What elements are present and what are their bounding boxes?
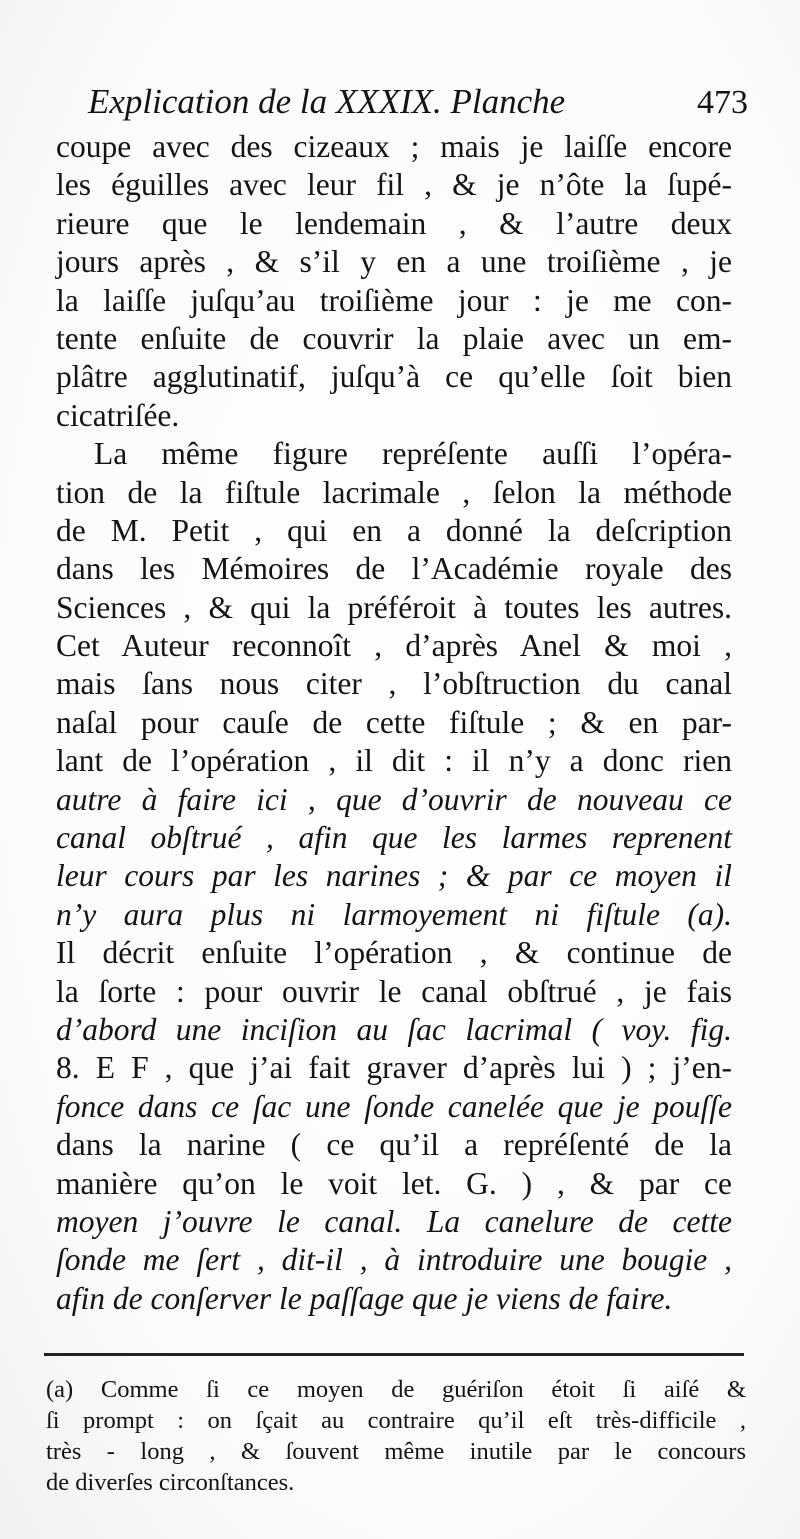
text-line: Il décrit enſuite l’opération , & continue de xyxy=(56,935,732,971)
text-line: n’y aura plus ni larmoyement ni fiſtule (a). xyxy=(56,896,732,932)
footnote-line: (a) Comme ſi ce moyen de guériſon étoit ſi aiſé & xyxy=(46,1376,746,1403)
text-line: les éguilles avec leur fil , & je n’ôte la ſupé- xyxy=(56,167,732,203)
text-line: tion de la fiſtule lacrimale , ſelon la méthode xyxy=(56,474,732,510)
text-line: autre à faire ici , que d’ouvrir de nouveau ce xyxy=(56,781,732,817)
footnote-line: de diverſes circonſtances. xyxy=(46,1469,295,1496)
text-line: plâtre agglutinatif, juſqu’à ce qu’elle ſoit bien xyxy=(56,359,732,395)
text-line: jours après , & s’il y en a une troiſième , je xyxy=(56,244,732,280)
text-line: tente enſuite de couvrir la plaie avec un em- xyxy=(56,320,732,356)
footnote-line: ſi prompt : on ſçait au contraire qu’il eſt très-difficile , xyxy=(46,1407,746,1434)
text-line: dans les Mémoires de l’Académie royale des xyxy=(56,551,732,587)
page-number: 473 xyxy=(697,84,748,121)
footnote-divider xyxy=(44,1353,744,1356)
text-line: rieure que le lendemain , & l’autre deux xyxy=(56,205,732,241)
text-line: naſal pour cauſe de cette fiſtule ; & en par- xyxy=(56,704,732,740)
text-line: dans la narine ( ce qu’il a repréſenté de la xyxy=(56,1127,732,1163)
page-header xyxy=(88,82,748,126)
text-line: lant de l’opération , il dit : il n’y a donc rien xyxy=(56,743,732,779)
text-line: Sciences , & qui la préféroit à toutes les autres. xyxy=(56,589,732,625)
text-line: coupe avec des cizeaux ; mais je laiſſe encore xyxy=(56,129,732,164)
text-line: Cet Auteur reconnoît , d’après Anel & moi , xyxy=(56,628,732,664)
text-line: manière qu’on le voit let. G. ) , & par ce xyxy=(56,1165,732,1201)
text-line: moyen j’ouvre le canal. La canelure de cette xyxy=(56,1203,732,1239)
text-line: cicatriſée. xyxy=(56,397,180,433)
footnote xyxy=(46,1374,746,1498)
text-line: la laiſſe juſqu’au troiſième jour : je me con- xyxy=(56,282,732,318)
text-line: ſonde me ſert , dit-il , à introduire une bougie , xyxy=(56,1242,732,1278)
text-line: mais ſans nous citer , l’obſtruction du canal xyxy=(56,666,732,702)
running-head: Explication de la XXXIX. Planche xyxy=(88,82,566,121)
footnote-line: très - long , & ſouvent même inutile par le concours xyxy=(46,1438,746,1465)
main-text xyxy=(56,128,732,1318)
text-line: fonce dans ce ſac une ſonde canelée que je pouſſe xyxy=(56,1088,732,1124)
text-line: La même figure repréſente auſſi l’opéra- xyxy=(94,436,732,472)
text-line: de M. Petit , qui en a donné la deſcription xyxy=(56,512,732,548)
text-line: leur cours par les narines ; & par ce moyen il xyxy=(56,858,732,894)
text-line: d’abord une inciſion au ſac lacrimal ( voy. fig. xyxy=(56,1011,732,1047)
text-line: 8. E F , que j’ai fait graver d’après lui ) ; j’en- xyxy=(56,1050,732,1086)
text-line: canal obſtrué , afin que les larmes reprenent xyxy=(56,820,732,856)
text-line: afin de conſerver le paſſage que je viens de faire. xyxy=(56,1280,673,1316)
text-line: la ſorte : pour ouvrir le canal obſtrué , je fais xyxy=(56,973,732,1009)
